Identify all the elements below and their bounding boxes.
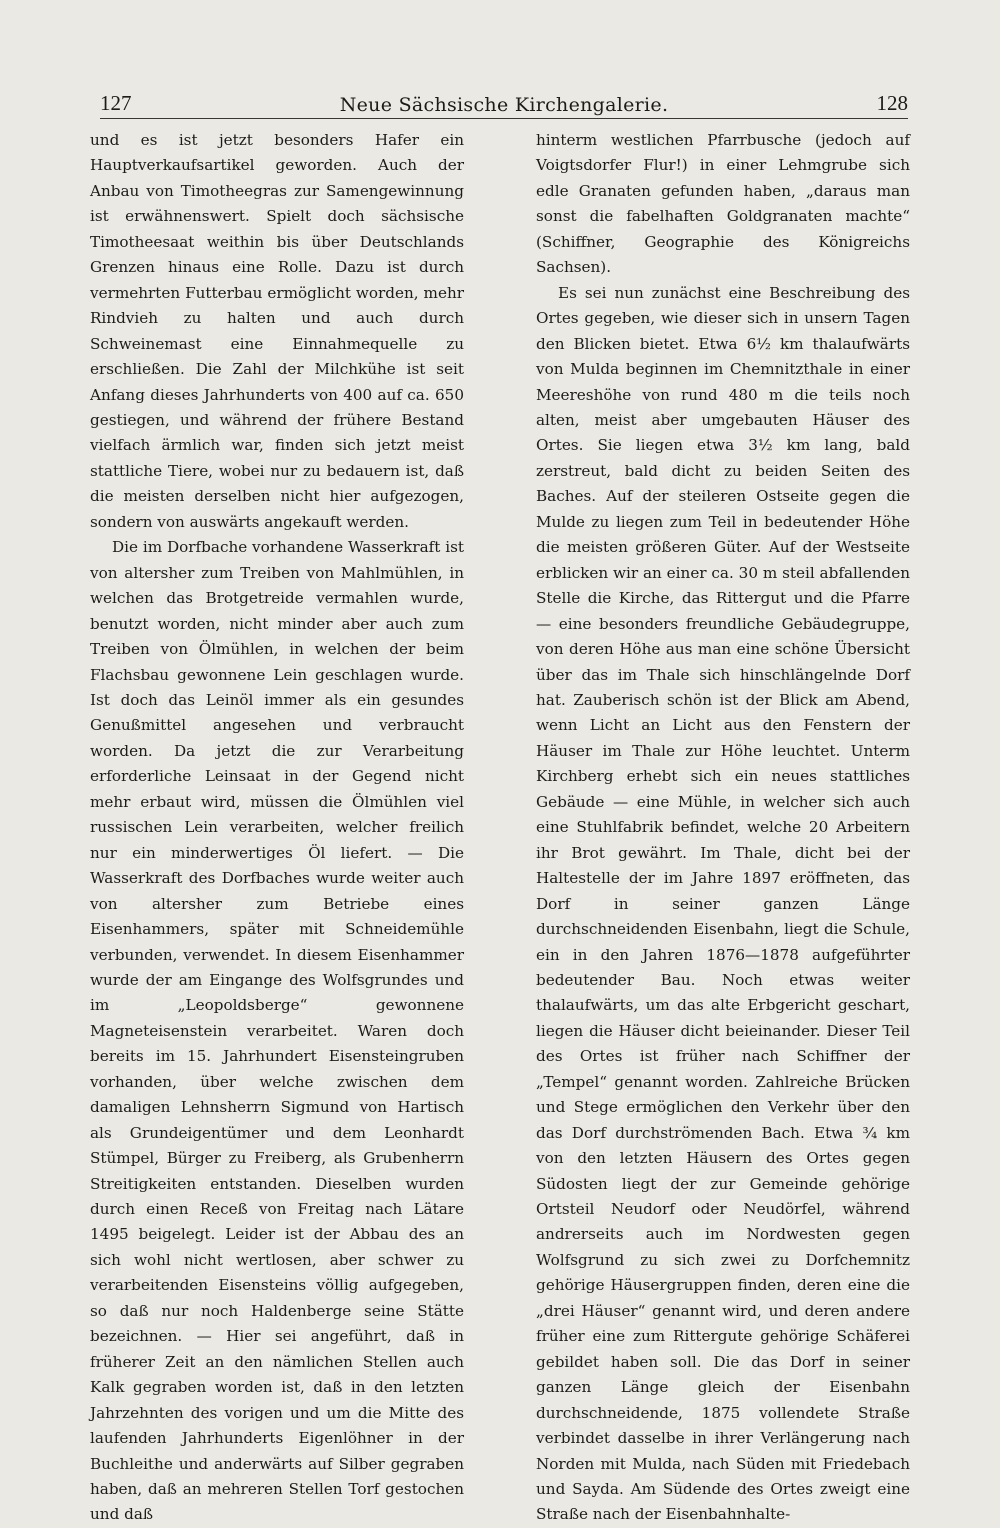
paragraph: Es sei nun zunächst eine Beschreibung des Ortes gegeben, wie dieser sich in unsern Tagen den Blicken bietet. Etwa 6½ km thalaufwärts von Mulda beginnen im Chemnitzthale in einer Meereshöhe von rund 480 m die teils noch alten, meist aber umgebauten Häuser des Ortes. Sie liegen etwa 3½ km lang, bald zerstreut, bald dicht zu beiden Seiten des Baches. Auf der steileren Ostseite gegen die Mulde zu liegen zum Teil in bedeutender Höhe die meisten größeren Güter. Auf der Westseite erblicken wir an einer ca. 30 m steil abfallenden Stelle die Kirche, das Rittergut und die Pfarre — eine besonders freundliche Gebäudegruppe, von deren Höhe aus man eine schöne Übersicht über das im Thale sich hinschlängelnde Dorf hat. Zauberisch schön ist der Blick am Abend, wenn Licht an Licht aus den Fenstern der Häuser im Thale zur Höhe leuchtet. Unterm Kirchberg erhebt sich ein neues stattliches Gebäude — eine Mühle, in welcher sich auch eine Stuhlfabrik befindet, welche 20 Arbeitern ihr Brot gewährt. Im Thale, dicht bei der Haltestelle der im Jahre 1897 eröffneten, das Dorf in seiner ganzen Länge durchschneidenden Eisenbahn, liegt die Schule, ein in den Jahren 1876—1878 aufgeführter bedeutender Bau. Noch etwas weiter thalaufwärts, um das alte Erbgericht geschart, liegen die Häuser dicht beieinander. Dieser Teil des Ortes ist früher nach Schiffner der „Tempel“ genannt worden. Zahlreiche Brücken und Stege ermöglichen den Verkehr über den das Dorf durchströmenden Bach. Etwa ¾ km von den letzten Häusern des Ortes gegen Südosten liegt der zur Gemeinde gehörige Ortsteil Neudorf oder Neudörfel, während andrerseits auch im Nordwesten gegen Wolfsgrund zu sich zwei zu Dorfchemnitz gehörige Häusergruppen finden, deren eine die „drei Häuser“ genannt wird, und deren andere früher eine zum Rittergute gehörige Schäferei gebildet haben soll. Die das Dorf in seiner ganzen Länge gleich der Eisenbahn durchschneidende, 1875 vollendete Straße verbindet dasselbe in ihrer Verlängerung nach Norden mit Mulda, nach Süden mit Friedebach und Sayda. Am Südende des Ortes zweigt eine Straße nach der Eisenbahnhalte- — [536, 283, 910, 1524]
page-number-right: 128 — [876, 91, 908, 115]
left-column — [90, 128, 464, 1528]
page-header — [100, 84, 908, 116]
header-rule — [100, 118, 908, 119]
paragraph: und es ist jetzt besonders Hafer ein Hauptverkaufsartikel geworden. Auch der Anbau von Timotheegras zur Samengewinnung ist erwähnenswert. Spielt doch sächsische Timotheesaat weithin bis über Deutschlands Grenzen hinaus eine Rolle. Dazu ist durch vermehrten Futterbau ermöglicht worden, mehr Rindvieh zu halten und auch durch Schweinemast eine Einnahmequelle zu erschließen. Die Zahl der Milchkühe ist seit Anfang dieses Jahrhunderts von 400 auf ca. 650 gestiegen, und während der frühere Bestand vielfach ärmlich war, finden sich jetzt meist stattliche Tiere, wobei nur zu bedauern ist, daß die meisten derselben nicht hier aufgezogen, sondern von auswärts angekauft werden. — [90, 131, 464, 531]
right-column — [536, 128, 910, 1528]
paragraph: Die im Dorfbache vorhandene Wasserkraft ist von altersher zum Treiben von Mahlmühlen, in welchen das Brotgetreide vermahlen wurde, benutzt worden, nicht minder aber auch zum Treiben von Ölmühlen, in welchen der beim Flachsbau gewonnene Lein geschlagen wurde. Ist doch das Leinöl immer als ein gesundes Genußmittel angesehen und verbraucht worden. Da jetzt die zur Verarbeitung erforderliche Leinsaat in der Gegend nicht mehr erbaut wird, müssen die Ölmühlen viel russischen Lein verarbeiten, welcher freilich nur ein minderwertiges Öl liefert. — Die Wasserkraft des Dorfbaches wurde weiter auch von altersher zum Betriebe eines Eisenhammers, später mit Schneidemühle verbunden, verwendet. In diesem Eisenhammer wurde der am Eingange des Wolfsgrundes und im „Leopoldsberge“ gewonnene Magneteisenstein verarbeitet. Waren doch bereits im 15. Jahrhundert Eisensteingruben vorhanden, über welche zwischen dem damaligen Lehnsherrn Sigmund von Hartisch als Grundeigentümer und dem Leonhardt Stümpel, Bürger zu Freiberg, als Grubenherrn Streitigkeiten entstanden. Dieselben wurden durch einen Receß von Freitag nach Lätare 1495 beigelegt. Leider ist der Abbau des an sich wohl nicht wertlosen, aber schwer zu verarbeitenden Eisensteins völlig aufgegeben, so daß nur noch Haldenberge seine Stätte bezeichnen. — Hier sei angeführt, daß in früherer Zeit an den nämlichen Stellen auch Kalk gegraben worden ist, daß in den letzten Jahrzehnten des vorigen und um die Mitte des laufenden Jahrhunderts Eigenlöhner in der Buchleithe und anderwärts auf Silber gegraben haben, daß an mehreren Stellen Torf gestochen und daß — [90, 538, 464, 1524]
page-number-left: 127 — [100, 91, 132, 115]
paragraph: hinterm westlichen Pfarrbusche (jedoch auf Voigtsdorfer Flur!) in einer Lehmgrube sich edle Granaten gefunden haben, „daraus man sonst die fabelhaften Goldgranaten machte“ (Schiffner, Geographie des Königreichs Sachsen). — [536, 131, 910, 277]
running-title: Neue Sächsische Kirchengalerie. — [339, 94, 669, 116]
